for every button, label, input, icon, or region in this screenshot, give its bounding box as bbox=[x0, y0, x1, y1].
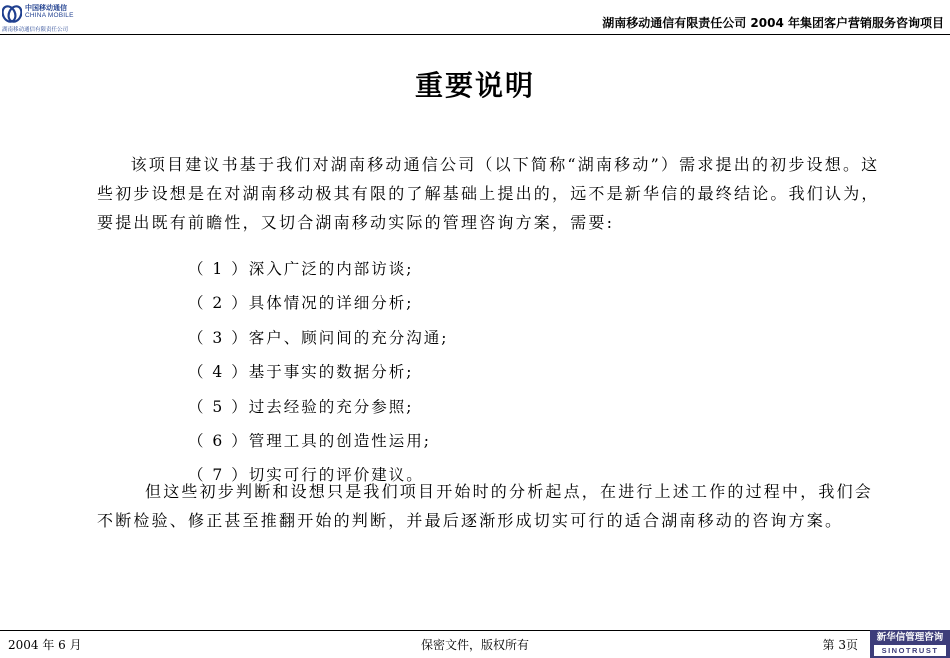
sinotrust-logo bbox=[870, 630, 950, 658]
sinotrust-logo-en: SINOTRUST bbox=[874, 645, 946, 656]
list-item: （ 4 ）基于事实的数据分析; bbox=[188, 363, 414, 382]
logo-name-cn: 中国移动通信 bbox=[25, 4, 67, 12]
header-title: 湖南移动通信有限责任公司 2004 年集团客户营销服务咨询项目 bbox=[602, 16, 944, 30]
list-item: （ 6 ）管理工具的创造性运用; bbox=[188, 432, 431, 451]
closing-paragraph: 但这些初步判断和设想只是我们项目开始时的分析起点，在进行上述工作的过程中，我们会不断检验、修正甚至推翻开始的判断，并最后逐渐形成切实可行的适合湖南移动的咨询方案。 bbox=[97, 482, 874, 530]
list-item: （ 1 ）深入广泛的内部访谈; bbox=[188, 260, 414, 278]
list-item: （ 2 ）具体情况的详细分析; bbox=[188, 294, 414, 313]
list-item: （ 3 ）客户、顾问间的充分沟通; bbox=[188, 328, 449, 347]
header-divider bbox=[0, 34, 950, 35]
list-item: （ 5 ）过去经验的充分参照; bbox=[188, 397, 414, 416]
footer-divider bbox=[0, 630, 870, 631]
list-item: （ 7 ）切实可行的评价建议。 bbox=[188, 466, 424, 485]
page-title: 重要说明 bbox=[414, 69, 535, 102]
intro-paragraph: 该项目建议书基于我们对湖南移动通信公司（以下简称“湖南移动”）需求提出的初步设想。这些初步设想是在对湖南移动极其有限的了解基础上提出的，远不是新华信的最终结论。我们认为，要提出既有前瞻性，又切合湖南移动实际的管理咨询方案，需要: bbox=[97, 155, 880, 232]
confidential-notice: 保密文件，版权所有 bbox=[420, 638, 529, 652]
sinotrust-logo-cn: 新华信管理咨询 bbox=[876, 632, 944, 643]
requirements-list bbox=[188, 252, 448, 493]
logo-name-en: CHINA MOBILE bbox=[25, 12, 74, 19]
logo-subsidiary: 湖南移动通信有限责任公司 bbox=[2, 27, 69, 33]
footer-date: 2004 年 6 月 bbox=[8, 638, 82, 652]
page-header bbox=[0, 0, 950, 40]
china-mobile-logo-icon bbox=[2, 4, 22, 24]
page-number: 第 3页 bbox=[822, 638, 858, 652]
china-mobile-logo bbox=[2, 2, 94, 34]
